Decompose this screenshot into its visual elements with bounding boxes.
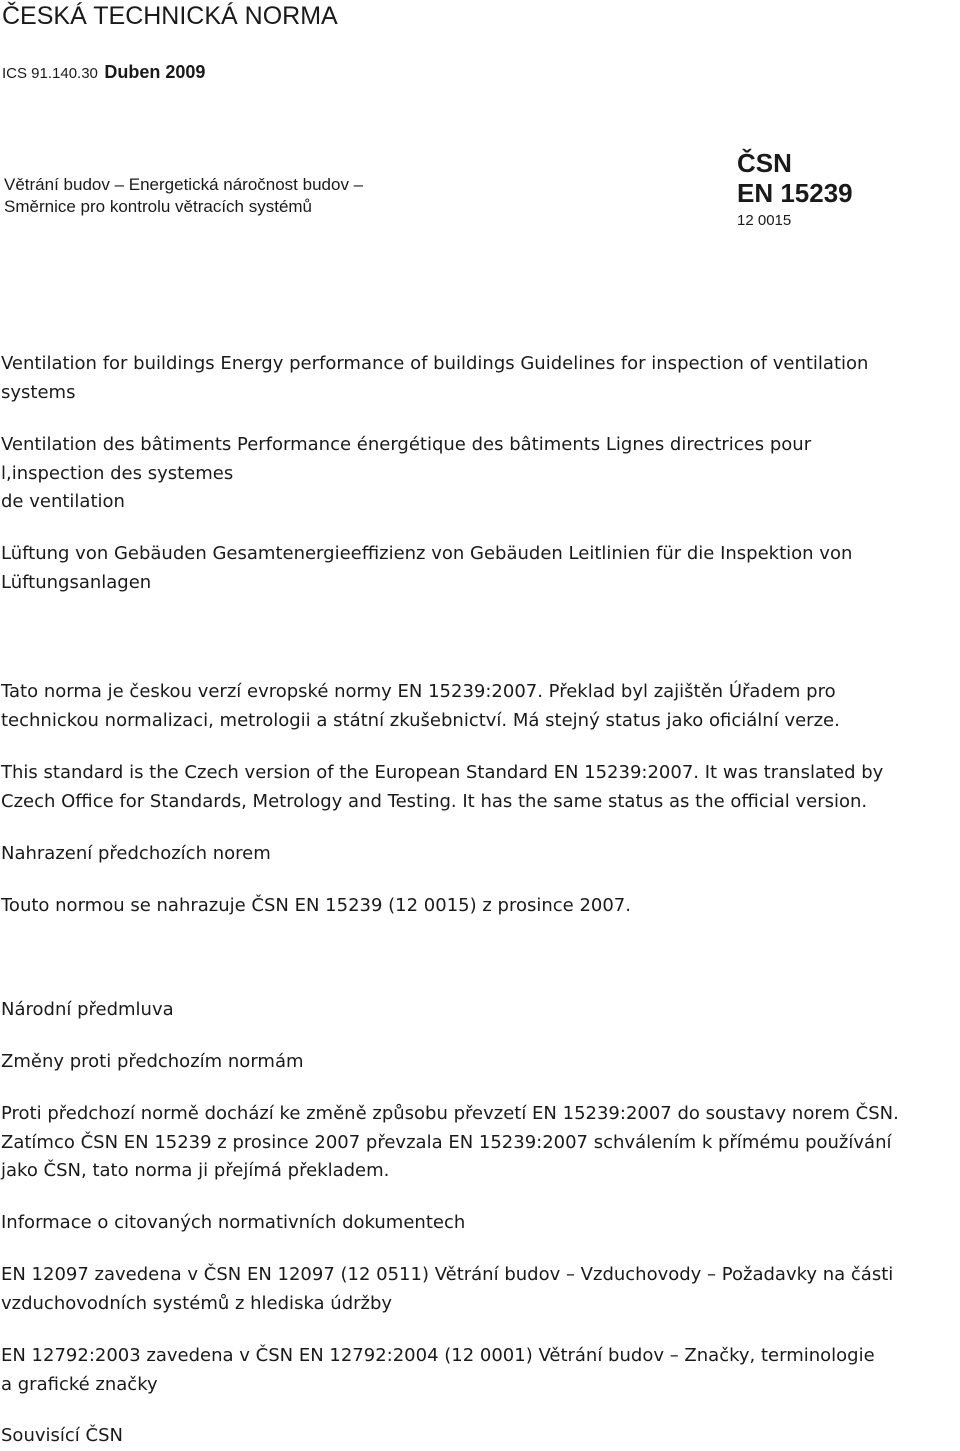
document-title: ČESKÁ TECHNICKÁ NORMA	[2, 2, 338, 30]
replacement-heading: Nahrazení předchozích norem	[1, 843, 271, 864]
french-title-line: de ventilation	[1, 491, 125, 512]
czech-notice	[1, 678, 959, 735]
publication-date: Duben 2009	[104, 62, 206, 82]
related-standards-heading: Souvisící ČSN	[1, 1425, 123, 1446]
czech-title-line: Směrnice pro kontrolu větracích systémů	[4, 197, 313, 216]
national-foreword-heading: Národní předmluva	[1, 999, 174, 1020]
german-title-line: Lüftungsanlagen	[1, 571, 152, 593]
ics-code: ICS 91.140.30	[2, 65, 98, 82]
english-notice-line: This standard is the Czech version of the European Standard EN 15239:2007. It was translated by	[1, 762, 884, 783]
reference-entry-line: a grafické značky	[1, 1373, 158, 1395]
french-title	[1, 431, 959, 517]
czech-notice-line: Tato norma je českou verzí evropské normy EN 15239:2007. Překlad byl zajištěn Úřadem pro	[1, 681, 836, 702]
changes-text-line: Zatímco ČSN EN 15239 z prosince 2007 převzala EN 15239:2007 schválením k přímému používání	[1, 1131, 892, 1153]
reference-entry-line: EN 12792:2003 zavedena v ČSN EN 12792:2004 (12 0001) Větrání budov – Značky, terminologie	[1, 1345, 875, 1366]
ics-date-line	[2, 60, 205, 86]
english-title-line: systems	[1, 381, 76, 403]
czech-notice-line: technickou normalizaci, metrologii a státní zkušebnictví. Má stejný status jako oficiální verze.	[1, 709, 840, 731]
standard-designation	[737, 148, 853, 232]
changes-text-line: Proti předchozí normě dochází ke změně způsobu převzetí EN 15239:2007 do soustavy norem ČSN.	[1, 1103, 899, 1124]
reference-entry	[1, 1342, 959, 1399]
standard-number: EN 15239	[737, 178, 853, 208]
czech-title	[4, 174, 424, 218]
classification-code: 12 0015	[737, 212, 792, 229]
changes-text-line: jako ČSN, tato norma ji přejímá překladem.	[1, 1160, 390, 1181]
french-title-line: l,inspection des systemes	[1, 462, 234, 484]
references-heading: Informace o citovaných normativních dokumentech	[1, 1212, 466, 1233]
replacement-text: Touto normou se nahrazuje ČSN EN 15239 (12 0015) z prosince 2007.	[1, 895, 631, 916]
standard-csn: ČSN	[737, 148, 792, 178]
reference-entry	[1, 1261, 959, 1318]
english-notice-line: Czech Office for Standards, Metrology and Testing. It has the same status as the official version.	[1, 790, 868, 812]
french-title-line: Ventilation des bâtiments Performance énergétique des bâtiments Lignes directrices pour	[1, 434, 812, 455]
czech-title-line: Větrání budov – Energetická náročnost budov –	[4, 175, 364, 194]
changes-text	[1, 1100, 959, 1186]
english-title-line: Ventilation for buildings Energy performance of buildings Guidelines for inspection of ventilation	[1, 353, 869, 374]
german-title-line: Lüftung von Gebäuden Gesamtenergieeffizienz von Gebäuden Leitlinien für die Inspektion von	[1, 543, 853, 564]
reference-entry-line: vzduchovodních systémů z hlediska údržby	[1, 1292, 393, 1314]
english-title	[1, 350, 959, 407]
changes-heading: Změny proti předchozím normám	[1, 1051, 304, 1072]
english-notice	[1, 759, 959, 816]
german-title	[1, 540, 959, 597]
reference-entry-line: EN 12097 zavedena v ČSN EN 12097 (12 0511) Větrání budov – Vzduchovody – Požadavky na části	[1, 1264, 894, 1285]
